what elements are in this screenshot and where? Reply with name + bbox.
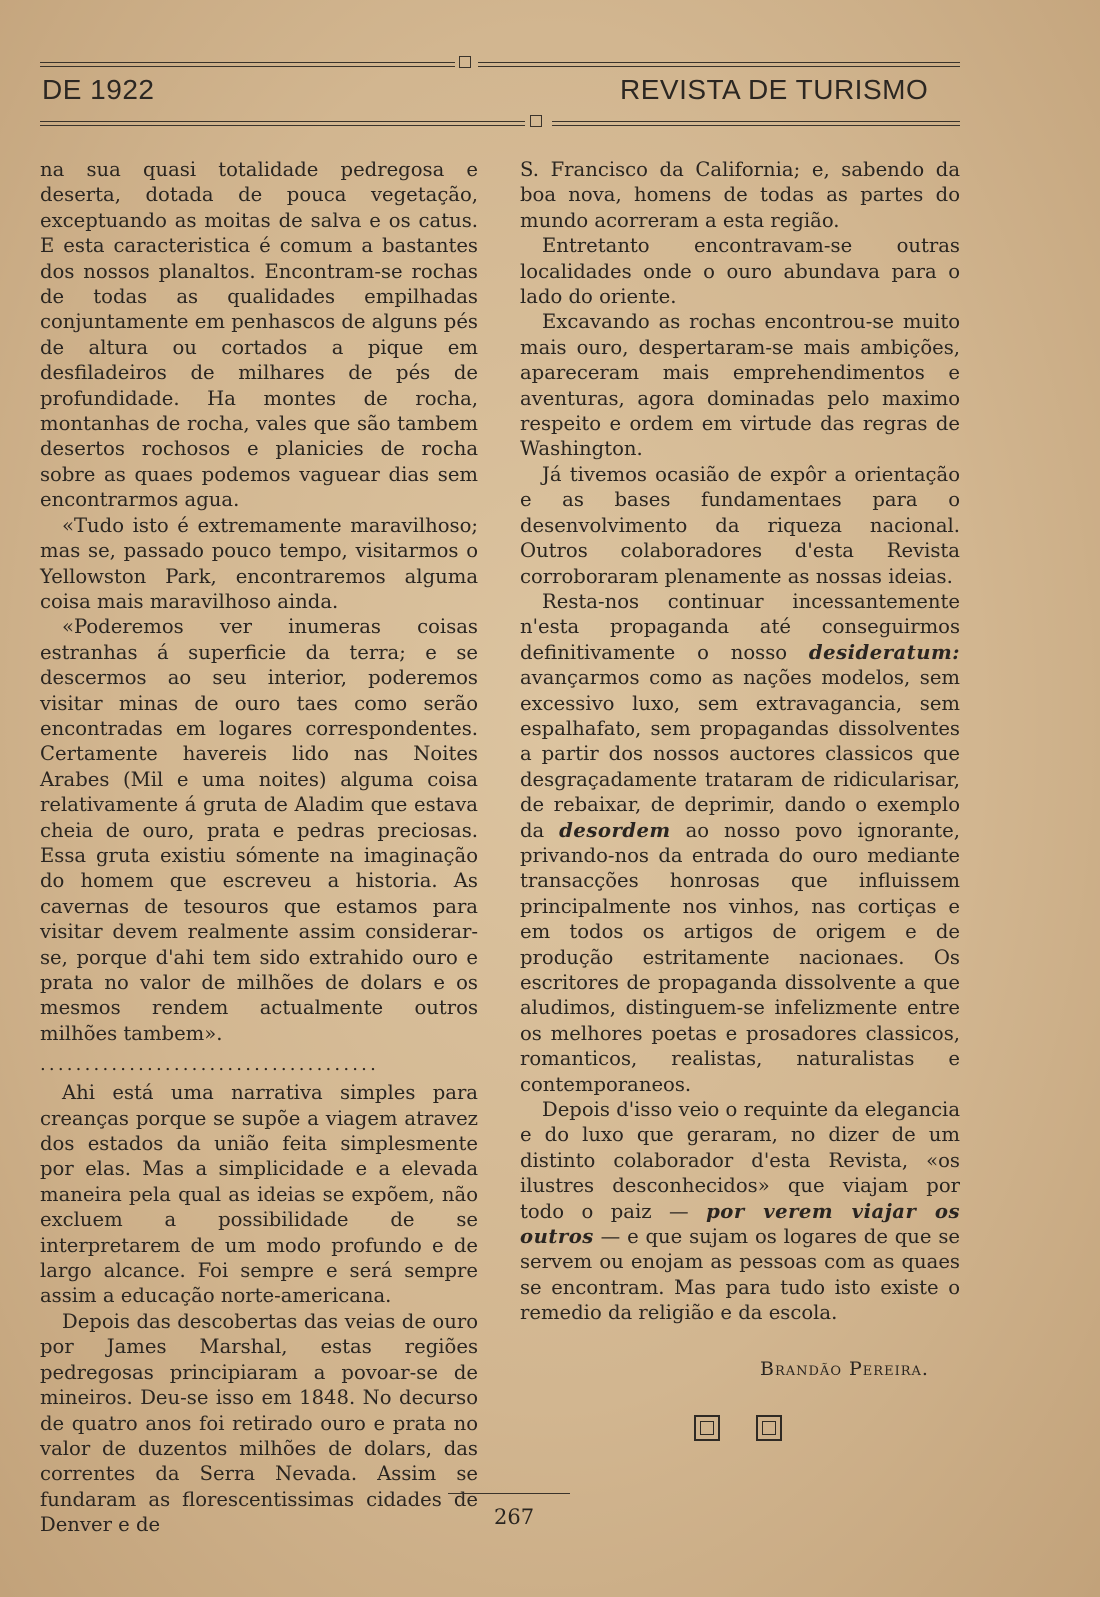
left-column (40, 157, 478, 1538)
header-ornament-bottom (530, 115, 542, 127)
header-top-rule-right (478, 62, 960, 63)
header-bottom-rule-left (40, 121, 525, 122)
emphasis-desideratum: desideratum: (808, 640, 960, 664)
emphasis-desordem: desordem (559, 818, 671, 842)
left-paragraph-3: «Poderemos ver inumeras coisas estranhas á superficie da terra; e se descermos ao seu interior, poderemos visitar minas de ouro taes como serão encontradas em logares correspondentes. Certamente havereis lido nas Noites Arabes (Mil e uma noites) alguma coisa relativamente á gruta de Aladim que estava cheia de ouro, prata e pedras preciosas. Essa gruta existiu sómente na imaginação do homem que escreveu a historia. As cavernas de tesouros que estamos para visitar devem realmente assim considerar-se, porque d'ahi tem sido extrahido ouro e prata no valor de milhões de dolars e os mesmos rendem actualmente outros milhões tambem». (40, 615, 478, 1045)
right-paragraph-5-part-b: avançarmos como as nações modelos, sem excessivo luxo, sem extravagancia, sem espalhafato, sem propagandas dissolventes a partir dos nossos auctores classicos que desgraçadamente trataram de ridicularisar, de rebaixar, de deprimir, dando o exemplo da (520, 666, 960, 842)
left-paragraph-2: «Tudo isto é extremamente maravilhoso; mas se, passado pouco tempo, visitarmos o Yellowston Park, encontraremos alguma coisa mais maravilhoso ainda. (40, 513, 478, 613)
right-paragraph-6-part-a: Depois d'isso veio o requinte da elegancia e do luxo que geraram, no dizer de um distinto colaborador d'esta Revista, «os ilustres desconhecidos» que viajam por todo o paiz — (520, 1098, 960, 1223)
right-paragraph-3: Excavando as rochas encontrou-se muito mais ouro, despertaram-se mais ambições, apareceram mais emprehendimentos e aventuras, agora dominadas pelo maximo respeito e ordem em virtude das regras de Washington. (520, 310, 960, 461)
section-separator-dots: ...................................... (40, 1054, 380, 1076)
footer-rule (448, 1493, 570, 1494)
header-bottom-rule-right (552, 121, 960, 122)
emphasis-por-verem-viajar: por verem viajar os outros (520, 1199, 960, 1249)
right-paragraph-4: Já tivemos ocasião de expôr a orientação e as bases fundamentaes para o desenvolvimento da riqueza nacional. Outros colaboradores d'esta Revista corroboraram plenamente as nossas ideias. (520, 462, 960, 588)
end-ornament-left (694, 1415, 720, 1441)
left-paragraph-1: na sua quasi totalidade pedregosa e deserta, dotada de pouca vegetação, exceptuando as moitas de salva e os catus. E esta caracteristica é comum a bastantes dos nossos planaltos. Encontram-se rochas de todas as qualidades empilhadas conjuntamente em penhascos de alguns pés de altura ou cortados a pique em desfiladeiros de milhares de pés de profundidade. Ha montes de rocha, montanhas de rocha, vales que são tambem desertos rochosos e planicies de rocha sobre as quaes podemos vaguear dias sem encontrarmos agua. (40, 158, 478, 512)
header-right: REVISTA DE TURISMO (620, 74, 929, 105)
page-number: 267 (494, 1505, 535, 1529)
right-paragraph-1: S. Francisco da California; e, sabendo da boa nova, homens de todas as partes do mundo acorreram a esta região. (520, 158, 960, 232)
right-paragraph-6-part-b: — e que sujam os logares de que se servem ou enojam as pessoas com as quaes se encontram. Mas para tudo isto existe o remedio da religião e da escola. (520, 1225, 960, 1325)
right-paragraph-5 (520, 589, 960, 1097)
left-paragraph-4: Ahi está uma narrativa simples para creanças porque se supõe a viagem atravez dos estados da união feita simplesmente por elas. Mas a simplicidade e a elevada maneira pela qual as ideias se expõem, não excluem a possibilidade de se interpretarem de um modo profundo e de largo alcance. Foi sempre e será sempre assim a educação norte-americana. (40, 1081, 478, 1308)
header-ornament-top (459, 56, 471, 68)
left-paragraph-5: Depois das descobertas das veias de ouro por James Marshal, estas regiões pedregosas principiaram a povoar-se de mineiros. Deu-se isso em 1848. No decurso de quatro anos foi retirado ouro e prata no valor de duzentos milhões de dolars, das correntes da Serra Nevada. Assim se fundaram as florescentissimas cidades de Denver e de (40, 1309, 478, 1537)
right-paragraph-2: Entretanto encontravam-se outras localidades onde o ouro abundava para o lado do oriente. (520, 234, 960, 309)
header-top-rule-left (40, 62, 455, 63)
end-ornament-right (756, 1415, 782, 1441)
author-signature: Brandão Pereira. (760, 1358, 929, 1380)
right-paragraph-5-part-a: Resta-nos continuar incessantemente n'esta propaganda até conseguirmos definitivamente o nosso (520, 589, 960, 664)
right-paragraph-5-part-c: ao nosso povo ignorante, privando-nos da entrada do ouro mediante transacções honrosas que influissem principalmente nos vinhos, nas cortiças e em todos os artigos de origem e de produção estritamente nacionaes. Os escritores de propaganda dissolvente a que aludimos, distinguem-se infelizmente entre os melhores poetas e prosadores classicos, romanticos, realistas, naturalistas e contemporaneos. (520, 818, 961, 1096)
right-paragraph-6 (520, 1097, 960, 1326)
right-column (520, 157, 960, 1326)
header-left: DE 1922 (42, 74, 155, 105)
